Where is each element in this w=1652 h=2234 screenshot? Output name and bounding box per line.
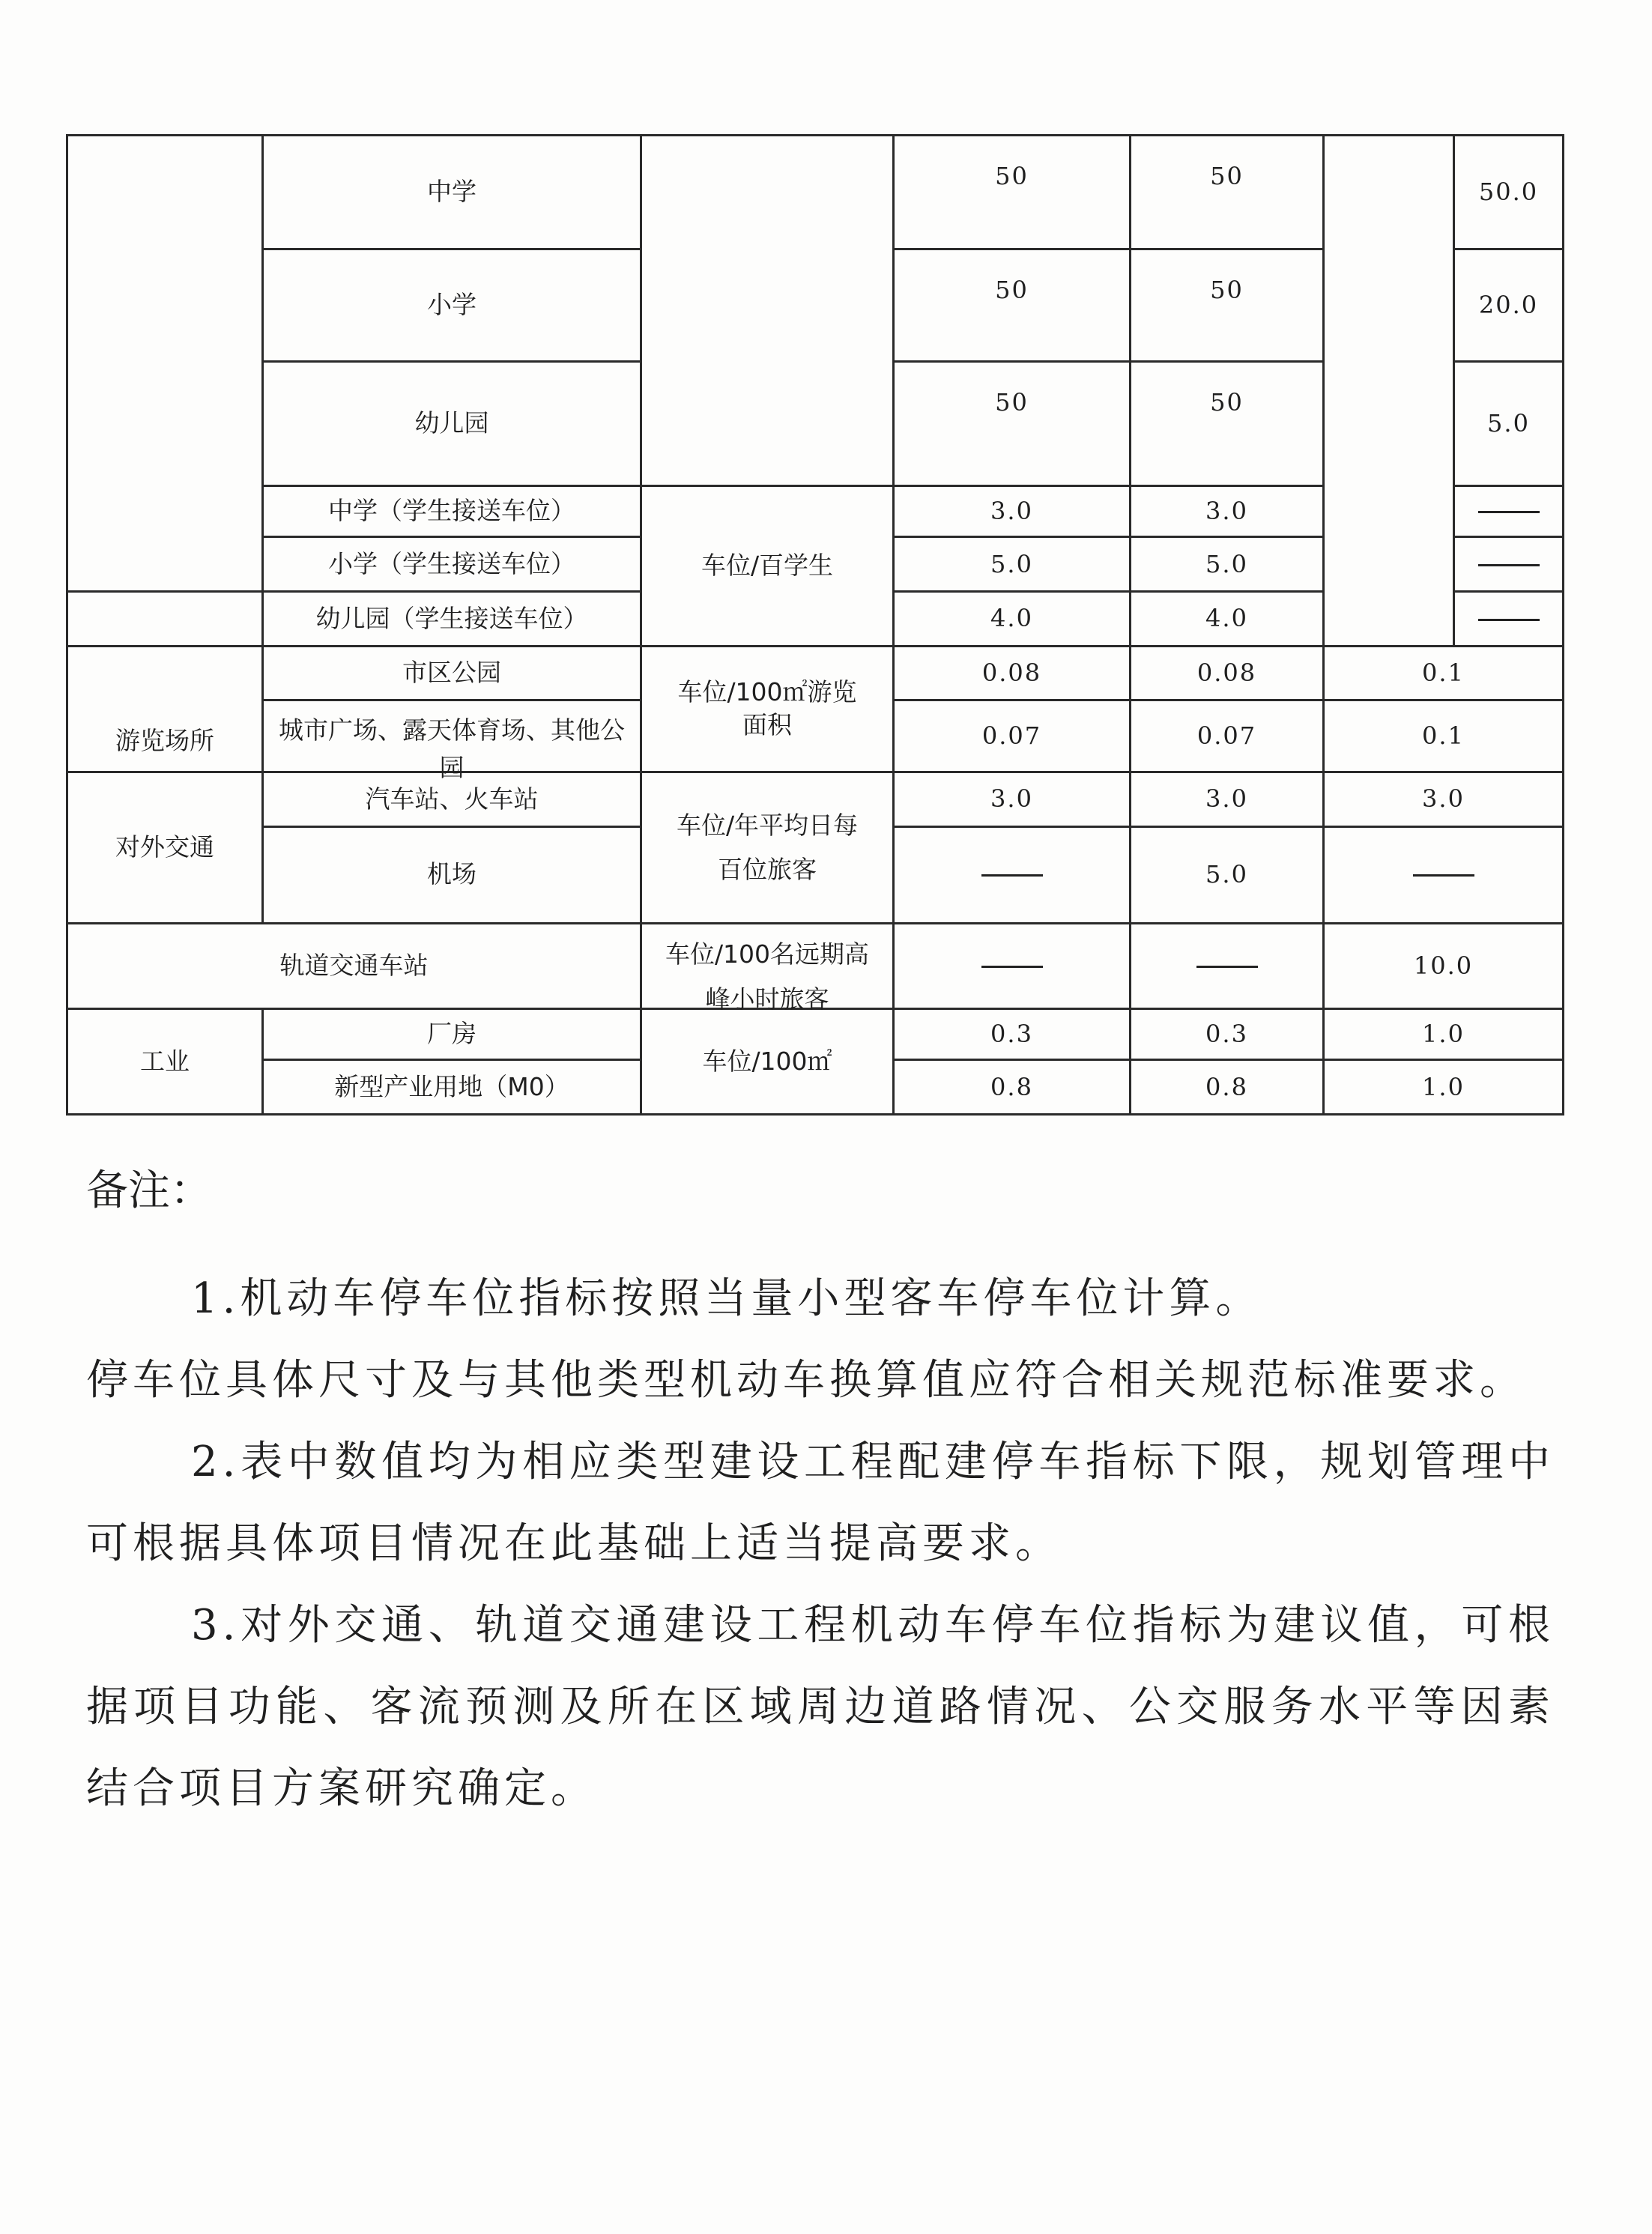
- value-cell: 20.0: [1454, 249, 1564, 361]
- item-name: 轨道交通车站: [67, 923, 641, 1008]
- table-row: [67, 136, 1564, 249]
- note-2: 2.表中数值均为相应类型建设工程配建停车指标下限，规划管理中可根据具体项目情况在此基础上适当提高要求。: [86, 1438, 1555, 1568]
- item-name: 中学: [263, 136, 641, 249]
- category-cell: 工业: [67, 1008, 263, 1114]
- item-name: 小学（学生接送车位）: [263, 537, 641, 592]
- item-name: 市区公园: [263, 646, 641, 700]
- value-cell-dash: [1454, 485, 1564, 537]
- value-cell: 50: [1131, 249, 1324, 361]
- value-cell: 0.8: [1131, 1060, 1324, 1115]
- dash-mark: [1478, 619, 1540, 621]
- dash-mark: [1478, 564, 1540, 566]
- value-cell-dash: [1324, 826, 1564, 923]
- value-cell: 5.0: [1454, 361, 1564, 485]
- value-cell: 0.08: [1131, 646, 1324, 700]
- category-cell-school: [67, 136, 263, 592]
- dash-mark: [1478, 511, 1540, 513]
- value-cell-dash: [1454, 537, 1564, 592]
- value-cell: 50: [894, 136, 1131, 249]
- item-name: 幼儿园: [263, 361, 641, 485]
- value-cell: 3.0: [894, 772, 1131, 827]
- item-name: 汽车站、火车站: [263, 772, 641, 827]
- notes-section: [86, 1157, 1555, 1829]
- value-cell: 1.0: [1324, 1008, 1564, 1060]
- item-name: 新型产业用地（M0）: [263, 1060, 641, 1115]
- dash-mark: [981, 966, 1043, 968]
- item-name: 幼儿园（学生接送车位）: [263, 592, 641, 647]
- unit-text: 车位/100名远期高峰小时旅客: [665, 939, 870, 1014]
- value-cell: 0.07: [1131, 700, 1324, 772]
- value-cell: 50.0: [1454, 136, 1564, 249]
- unit-cell: [641, 136, 894, 486]
- value-cell: 50: [1131, 136, 1324, 249]
- value-cell-empty: [1324, 136, 1454, 647]
- dash-mark: [1196, 966, 1258, 968]
- value-cell: 1.0: [1324, 1060, 1564, 1115]
- value-cell: 0.08: [894, 646, 1131, 700]
- item-name: 小学: [263, 249, 641, 361]
- value-cell-dash: [894, 923, 1131, 1008]
- value-cell: 5.0: [894, 537, 1131, 592]
- item-name: 机场: [263, 826, 641, 923]
- note-3: 3.对外交通、轨道交通建设工程机动车停车位指标为建议值，可根据项目功能、客流预测及所在区域周边道路情况、公交服务水平等因素结合项目方案研究确定。: [86, 1601, 1555, 1813]
- value-cell: 0.3: [1131, 1008, 1324, 1060]
- value-cell: 3.0: [1324, 772, 1564, 827]
- item-name: [263, 700, 641, 783]
- note-1-line-2: 停车位具体尺寸及与其他类型机动车换算值应符合相关规范标准要求。: [86, 1356, 1526, 1405]
- value-cell: 3.0: [1131, 485, 1324, 537]
- category-cell: 游览场所: [67, 646, 263, 772]
- unit-cell: 车位/100㎡游览面积: [641, 646, 894, 772]
- value-cell: 5.0: [1131, 826, 1324, 923]
- value-cell: 0.8: [894, 1060, 1131, 1115]
- item-name-text: 城市广场、露天体育场、其他公园: [279, 715, 625, 783]
- dash-mark: [1413, 874, 1474, 877]
- value-cell-dash: [894, 826, 1131, 923]
- value-cell: 3.0: [894, 485, 1131, 537]
- value-cell: 50: [894, 361, 1131, 485]
- category-cell: 对外交通: [67, 772, 263, 924]
- value-cell-dash: [1454, 592, 1564, 647]
- value-cell: 0.1: [1324, 646, 1564, 700]
- value-cell: 4.0: [1131, 592, 1324, 647]
- table-row: [67, 646, 1564, 700]
- item-name: 厂房: [263, 1008, 641, 1060]
- unit-cell: 车位/100㎡: [641, 1008, 894, 1114]
- value-cell: 0.3: [894, 1008, 1131, 1060]
- item-name: 中学（学生接送车位）: [263, 485, 641, 537]
- value-cell: 0.07: [894, 700, 1131, 772]
- value-cell: 0.1: [1324, 700, 1564, 772]
- category-cell-empty: [67, 592, 263, 647]
- value-cell-dash: [1131, 923, 1324, 1008]
- value-cell: 10.0: [1324, 923, 1564, 1008]
- dash-mark: [981, 874, 1043, 877]
- value-cell: 50: [1131, 361, 1324, 485]
- table-row: [67, 923, 1564, 1008]
- unit-cell: 车位/百学生: [641, 485, 894, 646]
- unit-cell: [641, 923, 894, 1014]
- value-cell: 4.0: [894, 592, 1131, 647]
- unit-cell: 车位/年平均日每百位旅客: [641, 772, 894, 924]
- note-1-line-1: 1.机动车停车位指标按照当量小型客车停车位计算。: [191, 1274, 1262, 1323]
- table-row: [67, 772, 1564, 827]
- value-cell: 3.0: [1131, 772, 1324, 827]
- value-cell: 5.0: [1131, 537, 1324, 592]
- notes-title: 备注：: [86, 1166, 212, 1215]
- parking-standard-table: [66, 134, 1564, 1116]
- value-cell: 50: [894, 249, 1131, 361]
